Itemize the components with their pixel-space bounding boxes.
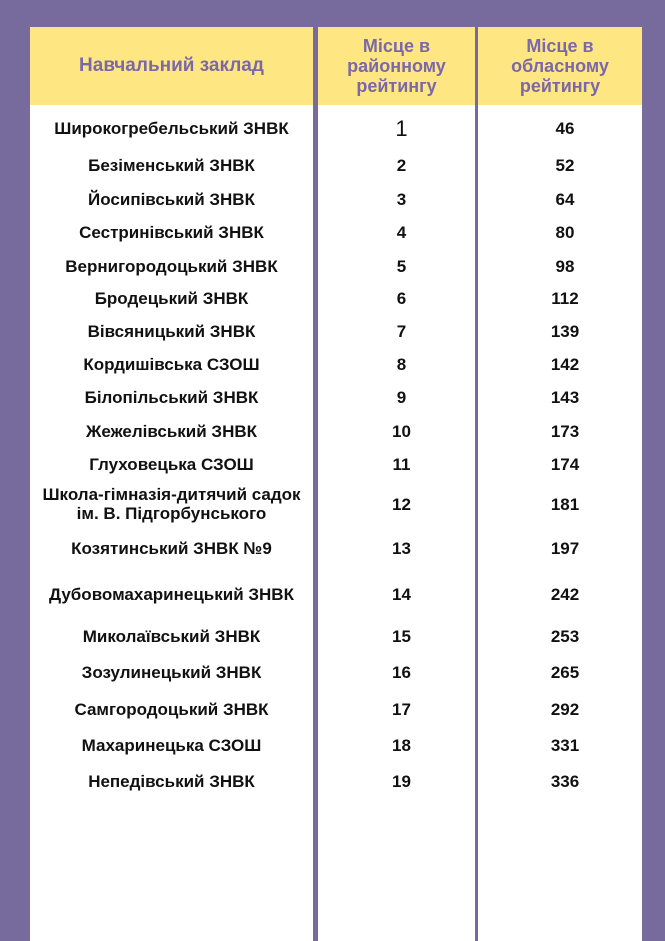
district-rank: 7: [396, 321, 407, 341]
school-name: Зозулинецький ЗНВК: [81, 662, 262, 682]
school-name: Білопільський ЗНВК: [84, 387, 259, 407]
school-name: Безіменський ЗНВК: [88, 155, 255, 175]
school-name: Дубовомахаринецький ЗНВК: [49, 584, 294, 604]
regional-rank: 52: [555, 155, 575, 175]
district-rank: 5: [396, 256, 407, 276]
district-rank: 8: [396, 354, 407, 374]
regional-rank: 331: [550, 735, 580, 755]
district-rank: 16: [392, 662, 411, 682]
district-rank: 14: [392, 584, 411, 604]
district-rank-column: [318, 27, 475, 941]
regional-rank: 265: [550, 662, 580, 682]
regional-rank-column: [478, 27, 642, 941]
school-name: Жежелівський ЗНВК: [85, 421, 258, 441]
regional-rank: 197: [550, 538, 580, 558]
school-name: Кордишівська СЗОШ: [83, 354, 260, 374]
district-rank: 6: [396, 288, 407, 308]
district-rank-header: Місце в районному рейтингу: [318, 27, 475, 105]
school-name: Вівсяницький ЗНВК: [87, 321, 256, 341]
school-name: Бродецький ЗНВК: [94, 288, 249, 308]
school-name: Козятинський ЗНВК №9: [71, 538, 272, 558]
district-rank: 1: [395, 115, 408, 141]
district-rank: 13: [392, 538, 411, 558]
regional-rank: 142: [550, 354, 580, 374]
school-name: Непедівський ЗНВК: [88, 771, 255, 791]
district-rank: 19: [392, 771, 411, 791]
school-name: Йосипівський ЗНВК: [88, 189, 255, 209]
district-rank: 12: [392, 494, 411, 514]
district-rank: 2: [396, 155, 407, 175]
district-rank: 3: [396, 189, 407, 209]
regional-rank: 112: [551, 288, 579, 308]
regional-rank: 336: [550, 771, 580, 791]
district-rank: 17: [392, 699, 411, 719]
school-name: Школа-гімназія-дитячий садок ім. В. Підгорбунського: [42, 485, 301, 523]
school-name: Махаринецька СЗОШ: [81, 735, 262, 755]
school-name: Сестринівський ЗНВК: [79, 222, 264, 242]
school-name: Широкогребельський ЗНВК: [54, 118, 289, 138]
district-rank: 10: [392, 421, 411, 441]
regional-rank: 174: [550, 454, 580, 474]
regional-rank: 46: [555, 118, 575, 138]
regional-rank: 242: [550, 584, 580, 604]
regional-rank: 98: [555, 256, 575, 276]
school-name: Самгородоцький ЗНВК: [74, 699, 269, 719]
regional-rank-header: Місце в обласному рейтингу: [478, 27, 642, 105]
school-name: Глуховецька СЗОШ: [89, 454, 254, 474]
institution-header: Навчальний заклад: [30, 27, 313, 105]
regional-rank: 253: [550, 626, 580, 646]
regional-rank: 292: [550, 699, 580, 719]
school-name: Миколаївський ЗНВК: [82, 626, 261, 646]
regional-rank: 64: [555, 189, 575, 209]
regional-rank: 173: [550, 421, 580, 441]
regional-rank: 80: [555, 222, 575, 242]
district-rank: 11: [392, 454, 411, 474]
regional-rank: 143: [550, 387, 580, 407]
regional-rank: 181: [550, 494, 580, 514]
institution-column: [30, 27, 313, 941]
school-name: Вернигородоцький ЗНВК: [65, 256, 278, 276]
district-rank: 4: [396, 222, 407, 242]
district-rank: 15: [392, 626, 411, 646]
district-rank: 9: [396, 387, 407, 407]
district-rank: 18: [392, 735, 411, 755]
regional-rank: 139: [550, 321, 580, 341]
